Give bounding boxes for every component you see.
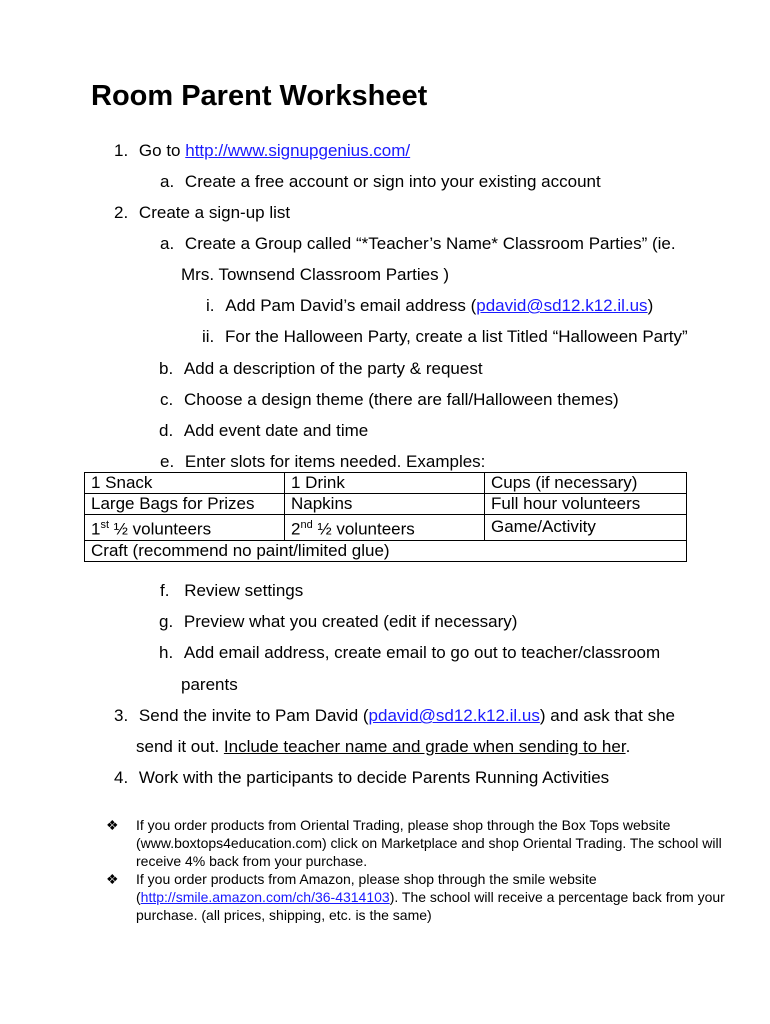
ordinal-number: 2 [291, 519, 301, 539]
ordinal-number: 1 [91, 519, 101, 539]
step-marker: a. [160, 234, 175, 253]
step-2 [114, 203, 290, 223]
step-4 [114, 768, 609, 788]
step-text: Enter slots for items needed. Examples: [184, 452, 486, 471]
step-text: Go to [138, 141, 181, 160]
cell-text: ½ volunteers [109, 519, 212, 539]
step-2h [159, 643, 660, 663]
step-2a [160, 234, 676, 254]
step-marker: g. [159, 612, 174, 631]
step-text: Add event date and time [183, 421, 369, 440]
bullet-note-oriental-trading [106, 816, 726, 870]
email-link[interactable]: pdavid@sd12.k12.il.us [368, 706, 540, 725]
bullet-text: If you order products from Oriental Trading, please shop through the Box Tops website (www.boxtops4education.com) click on Marketplace and shop Oriental Trading. The school will receive 4% back from your purchase. [136, 817, 722, 869]
bullet-note-amazon [106, 870, 726, 924]
email-link[interactable]: pdavid@sd12.k12.il.us [476, 296, 648, 315]
step-text: Send the invite to Pam David ( [138, 706, 369, 725]
table-cell: Large Bags for Prizes [85, 494, 285, 515]
step-marker: f. [160, 581, 170, 600]
step-3-continued [136, 737, 630, 757]
amazon-smile-link[interactable]: http://smile.amazon.com/ch/36-4314103 [140, 889, 390, 905]
cell-text: ½ volunteers [312, 519, 415, 539]
step-2g [159, 612, 517, 632]
step-text: Create a free account or sign into your existing account [184, 172, 601, 191]
step-marker: e. [160, 452, 175, 471]
step-2d [159, 421, 368, 441]
step-marker: i. [206, 296, 215, 315]
table-cell: 1 Snack [85, 473, 285, 494]
step-text: Add a description of the party & request [183, 359, 483, 378]
step-2c [160, 390, 619, 410]
step-marker: 1. [114, 141, 129, 160]
underlined-instruction: Include teacher name and grade when sending to her [223, 737, 626, 756]
page-title: Room Parent Worksheet [91, 80, 428, 112]
step-1 [114, 141, 410, 161]
step-2f [160, 581, 303, 601]
step-text: send it out. [136, 737, 224, 756]
step-marker: c. [160, 390, 174, 409]
diamond-bullet-icon: ❖ [106, 817, 119, 833]
step-marker: 2. [114, 203, 129, 222]
step-1a [160, 172, 601, 192]
step-2h-continued: parents [181, 675, 238, 694]
step-2a-continued: Mrs. Townsend Classroom Parties ) [181, 265, 449, 284]
step-2b [159, 359, 483, 379]
table-cell: 1 Drink [285, 473, 485, 494]
step-text-end: . [625, 737, 631, 756]
step-text-end: ) and ask that she [539, 706, 675, 725]
step-text: Choose a design theme (there are fall/Halloween themes) [183, 390, 619, 409]
table-cell: Full hour volunteers [485, 494, 687, 515]
step-text: Create a Group called “*Teacher’s Name* Classroom Parties” (ie. [184, 234, 676, 253]
step-text: For the Halloween Party, create a list Titled “Halloween Party” [225, 327, 688, 346]
signupgenius-link[interactable]: http://www.signupgenius.com/ [185, 141, 411, 160]
table-row [85, 515, 687, 541]
step-marker: 4. [114, 768, 129, 787]
step-text: Add email address, create email to go out to teacher/classroom [183, 643, 661, 662]
diamond-bullet-icon: ❖ [106, 871, 119, 887]
step-marker: b. [159, 359, 174, 378]
step-marker: ii. [202, 327, 215, 346]
step-text: Review settings [184, 581, 304, 600]
step-2a-i [206, 296, 653, 316]
slots-table [84, 472, 687, 562]
bullet-text-start: If you order products from Amazon, please shop through the smile website ( [136, 871, 597, 905]
step-marker: h. [159, 643, 174, 662]
step-text: Work with the participants to decide Parents Running Activities [138, 768, 610, 787]
step-3 [114, 706, 675, 726]
table-row [85, 540, 687, 561]
step-text: Create a sign-up list [138, 203, 291, 222]
bullet-text-end: ). The school will receive a percentage back from your purchase. (all prices, shipping, etc. is the same) [136, 889, 725, 923]
step-marker: d. [159, 421, 174, 440]
table-cell: Cups (if necessary) [485, 473, 687, 494]
step-text: Add Pam David’s email address ( [225, 296, 477, 315]
bullet-text [136, 870, 726, 924]
step-2e [160, 452, 485, 472]
table-cell [285, 515, 485, 541]
step-text-end: ) [647, 296, 654, 315]
table-cell: Napkins [285, 494, 485, 515]
step-marker: 3. [114, 706, 129, 725]
table-cell [85, 515, 285, 541]
step-text: Preview what you created (edit if necessary) [183, 612, 518, 631]
table-cell: Game/Activity [485, 515, 687, 541]
table-row [85, 473, 687, 494]
table-row [85, 494, 687, 515]
step-2a-ii [202, 327, 688, 347]
step-marker: a. [160, 172, 175, 191]
ordinal-suffix: nd [300, 519, 313, 531]
ordinal-suffix: st [100, 519, 110, 531]
table-cell: Craft (recommend no paint/limited glue) [85, 540, 687, 561]
